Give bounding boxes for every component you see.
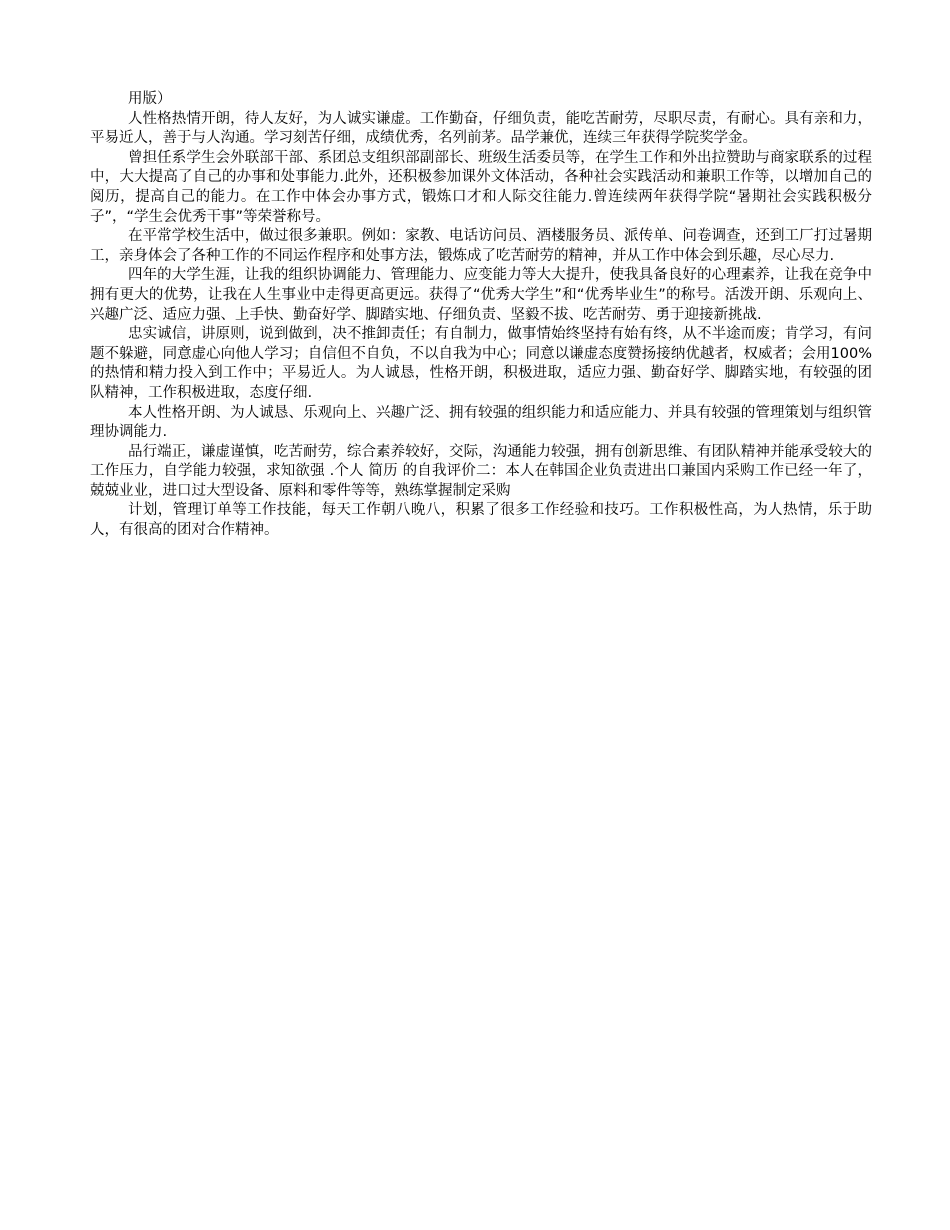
paragraph-part-time-jobs: 在平常学校生活中，做过很多兼职。例如：家教、电话访问员、酒楼服务员、派传单、问卷调查，还到工厂打过暑期工，亲身体会了各种工作的不同运作程序和处事方法，锻炼成了吃苦耐劳的精神，并从工作中体会到乐趣，尽心尽力. <box>90 228 872 264</box>
paragraph-heading-fragment: 用版） <box>128 91 172 107</box>
document-page <box>90 90 872 541</box>
paragraph-student-work: 曾担任系学生会外联部干部、系团总支组织部副部长、班级生活委员等，在学生工作和外出拉赞助与商家联系的过程中，大大提高了自己的办事和处事能力.此外，还积极参加课外文体活动，各种社会实践活动和兼职工作等，以增加自己的阅历，提高自己的能力。在工作中体会办事方式，锻炼口才和人际交往能力.曾连续两年获得学院“暑期社会实践积极分子”，“学生会优秀干事”等荣誉称号。 <box>90 149 872 225</box>
paragraph-management-ability: 本人性格开朗、为人诚恳、乐观向上、兴趣广泛、拥有较强的组织能力和适应能力、并具有较强的管理策划与组织管理协调能力. <box>90 404 872 441</box>
paragraph-character-evaluation: 品行端正，谦虚谨慎，吃苦耐劳，综合素养较好，交际，沟通能力较强，拥有创新思维、有团队精神并能承受较大的工作压力，自学能力较强，求知欲强 .个人 简历 的自我评价二：本人在韩国企业负责进出口兼国内采购工作已经一年了，兢兢业业，进口过大型设备、原料和零件等等，熟练掌握制定采购 <box>90 443 872 499</box>
paragraph-procurement-work: 计划，管理订单等工作技能，每天工作朝八晚八，积累了很多工作经验和技巧。工作积极性高，为人热情，乐于助人，有很高的团对合作精神。 <box>90 502 872 539</box>
paragraph-integrity: 忠实诚信，讲原则，说到做到，决不推卸责任；有自制力，做事情始终坚持有始有终，从不半途而废；肯学习，有问题不躲避，同意虚心向他人学习；自信但不自负，不以自我为中心；同意以谦虚态度赞扬接纳优越者，权威者；会用100%的热情和精力投入到工作中；平易近人。为人诚恳，性格开朗，积极进取，适应力强、勤奋好学、脚踏实地，有较强的团队精神，工作积极进取，态度仔细. <box>90 326 872 401</box>
paragraph-personality: 人性格热情开朗，待人友好，为人诚实谦虚。工作勤奋，仔细负责，能吃苦耐劳，尽职尽责，有耐心。具有亲和力，平易近人，善于与人沟通。学习刻苦仔细，成绩优秀，名列前茅。品学兼优，连续三年获得学院奖学金。 <box>90 110 872 147</box>
paragraph-university-years: 四年的大学生涯，让我的组织协调能力、管理能力、应变能力等大大提升，使我具备良好的心理素养，让我在竞争中拥有更大的优势，让我在人生事业中走得更高更远。获得了“优秀大学生”和“优秀毕业生”的称号。活泼开朗、乐观向上、兴趣广泛、适应力强、上手快、勤奋好学、脚踏实地、仔细负责、坚毅不拔、吃苦耐劳、勇于迎接新挑战. <box>90 267 872 323</box>
